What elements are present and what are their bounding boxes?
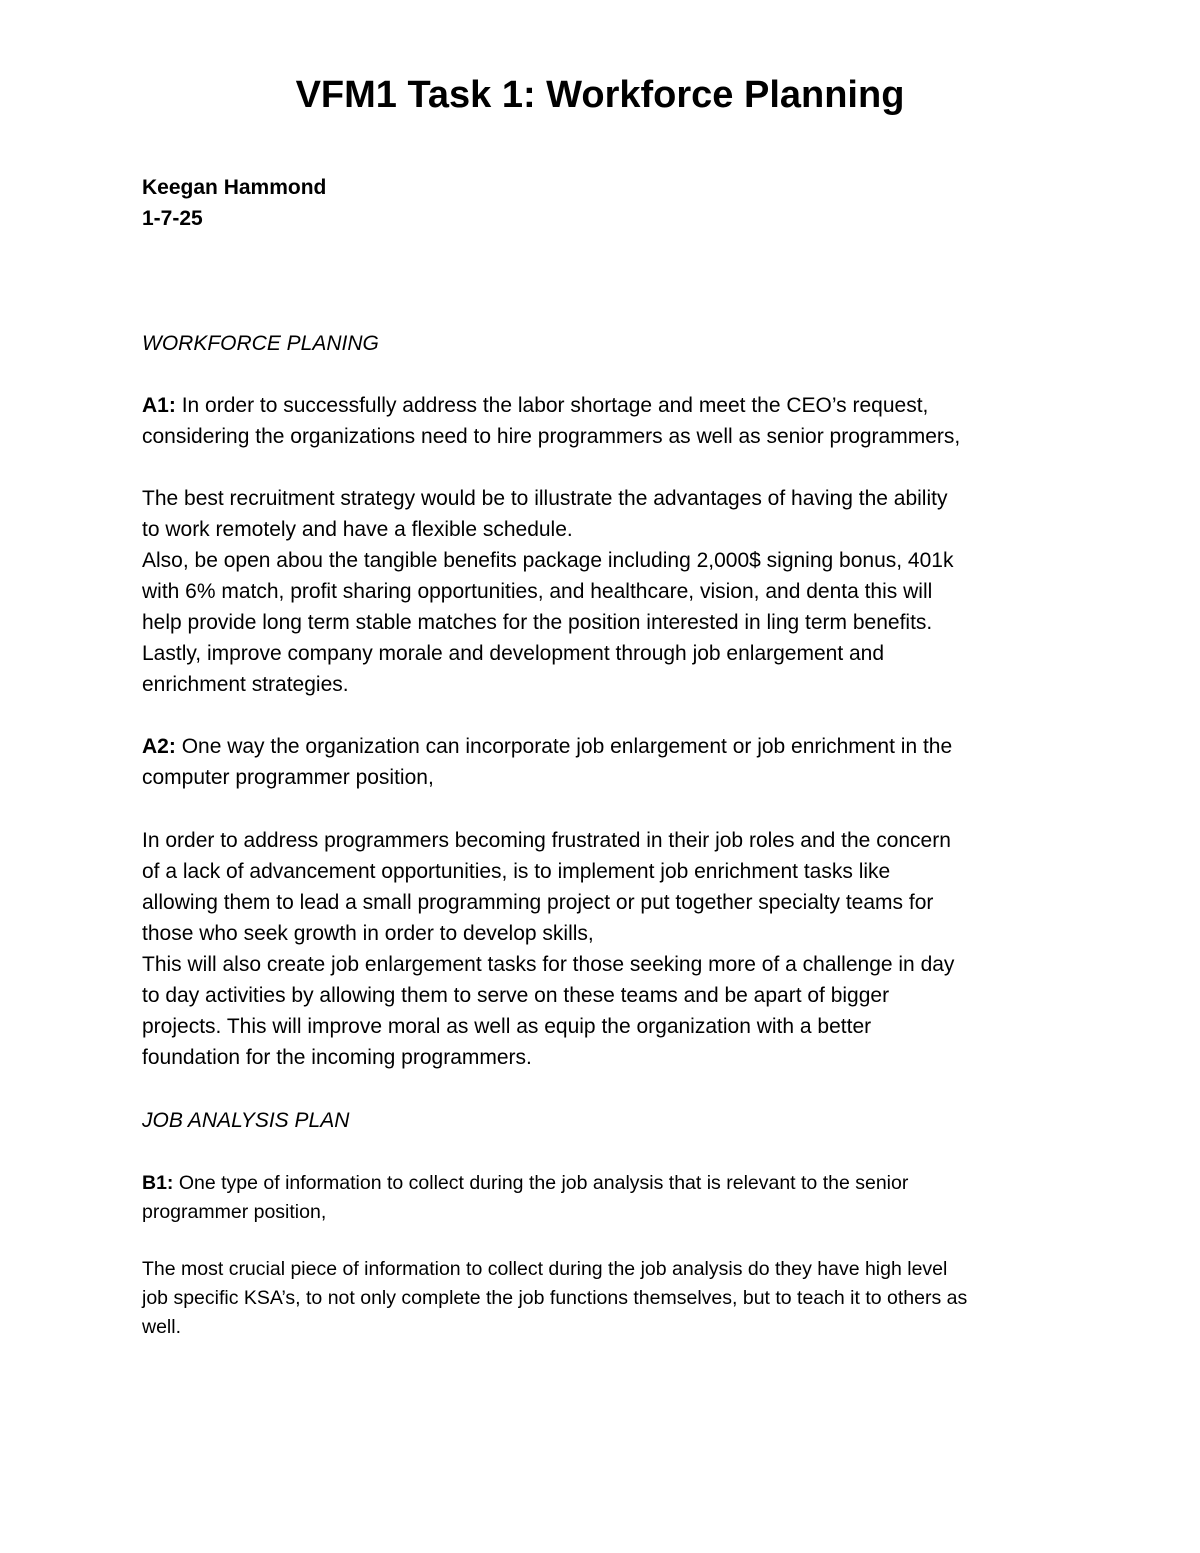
- a2-paragraph-line-2: of a lack of advancement opportunities, is to implement job enrichment tasks like: [142, 860, 891, 883]
- a1-paragraph-line-1: The best recruitment strategy would be to illustrate the advantages of having the ability: [142, 487, 948, 510]
- a1-label: A1:: [142, 394, 176, 417]
- a2-text-1: One way the organization can incorporate job enlargement or job enrichment in the: [181, 735, 953, 758]
- b1-text-1: One type of information to collect during the job analysis that is relevant to the senior: [178, 1172, 909, 1194]
- a1-text-1: In order to successfully address the labor shortage and meet the CEO’s request,: [181, 394, 929, 417]
- a1-paragraph-line-7: enrichment strategies.: [142, 673, 349, 696]
- a1-paragraph-line-4: with 6% match, profit sharing opportunities, and healthcare, vision, and denta this will: [142, 580, 933, 603]
- b1-paragraph-line-3: well.: [142, 1316, 182, 1338]
- a2-paragraph-line-7: projects. This will improve moral as well as equip the organization with a better: [142, 1015, 872, 1038]
- a2-label: A2:: [142, 735, 176, 758]
- document-date: 1-7-25: [142, 207, 203, 230]
- a2-paragraph-line-1: In order to address programmers becoming frustrated in their job roles and the concern: [142, 829, 951, 852]
- a2-paragraph-line-3: allowing them to lead a small programming project or put together specialty teams for: [142, 891, 934, 914]
- b1-label: B1:: [142, 1172, 174, 1194]
- a1-line-1: [142, 390, 928, 421]
- a1-line-2: considering the organizations need to hire programmers as well as senior programmers,: [142, 425, 961, 448]
- b1-paragraph-line-1: The most crucial piece of information to collect during the job analysis do they have high level: [142, 1258, 948, 1280]
- b1-line-2: programmer position,: [142, 1201, 327, 1223]
- a1-paragraph-line-3: Also, be open abou the tangible benefits package including 2,000$ signing bonus, 401k: [142, 549, 954, 572]
- job-analysis-plan-heading: JOB ANALYSIS PLAN: [142, 1109, 350, 1132]
- a2-line-1: [142, 731, 952, 762]
- b1-paragraph-line-2: job specific KSA’s, to not only complete the job functions themselves, but to teach it to others as: [142, 1287, 968, 1309]
- a2-line-2: computer programmer position,: [142, 766, 434, 789]
- a1-paragraph-line-2: to work remotely and have a flexible schedule.: [142, 518, 573, 541]
- document-title: VFM1 Task 1: Workforce Planning: [295, 74, 905, 116]
- a2-paragraph-line-5: This will also create job enlargement tasks for those seeking more of a challenge in day: [142, 953, 955, 976]
- a2-paragraph-line-8: foundation for the incoming programmers.: [142, 1046, 532, 1069]
- author-name: Keegan Hammond: [142, 176, 327, 199]
- a1-paragraph-line-5: help provide long term stable matches for the position interested in ling term benefits.: [142, 611, 933, 634]
- b1-line-1: [142, 1169, 908, 1198]
- a1-paragraph-line-6: Lastly, improve company morale and development through job enlargement and: [142, 642, 885, 665]
- a2-paragraph-line-4: those who seek growth in order to develop skills,: [142, 922, 594, 945]
- a2-paragraph-line-6: to day activities by allowing them to serve on these teams and be apart of bigger: [142, 984, 890, 1007]
- workforce-planning-heading: WORKFORCE PLANING: [142, 332, 379, 355]
